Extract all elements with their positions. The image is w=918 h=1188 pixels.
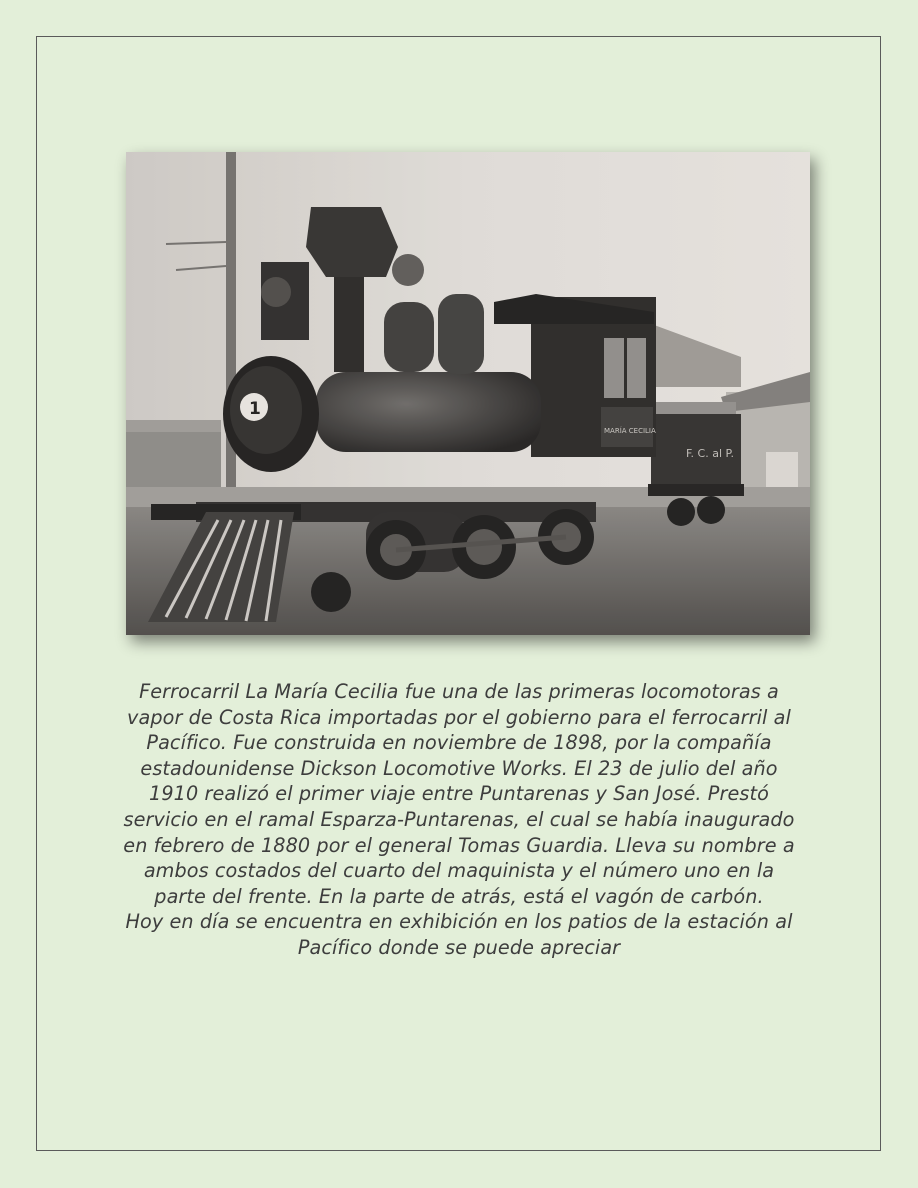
caption-line: vapor de Costa Rica importadas por el gobierno para el ferrocarril al [127,705,791,729]
caption-line: servicio en el ramal Esparza-Puntarenas, el cual se había inaugurado [123,807,795,831]
caption-line: Hoy en día se encuentra en exhibición en los patios de la estación al [125,910,793,934]
locomotive-photo [126,152,810,635]
svg-text:F. C. al P.: F. C. al P. [686,447,734,460]
caption-line: parte del frente. En la parte de atrás, está el vagón de carbón. [154,884,764,908]
svg-text:MARÍA CECILIA: MARÍA CECILIA [604,427,656,435]
caption-line: en febrero de 1880 por el general Tomas Guardia. Lleva su nombre a [123,833,795,857]
caption-line: Pacífico donde se puede apreciar [297,935,621,959]
svg-text:1: 1 [249,399,261,419]
caption-line: 1910 realizó el primer viaje entre Puntarenas y San José. Prestó [149,782,769,806]
caption-line: estadounidense Dickson Locomotive Works. El 23 de julio del año [140,756,778,780]
caption-line: Ferrocarril La María Cecilia fue una de las primeras locomotoras a [139,680,779,703]
caption-line: ambos costados del cuarto del maquinista y el número uno en la [143,859,775,883]
locomotive-caption [92,679,826,961]
caption-line: Pacífico. Fue construida en noviembre de 1898, por la compañía [146,731,772,755]
